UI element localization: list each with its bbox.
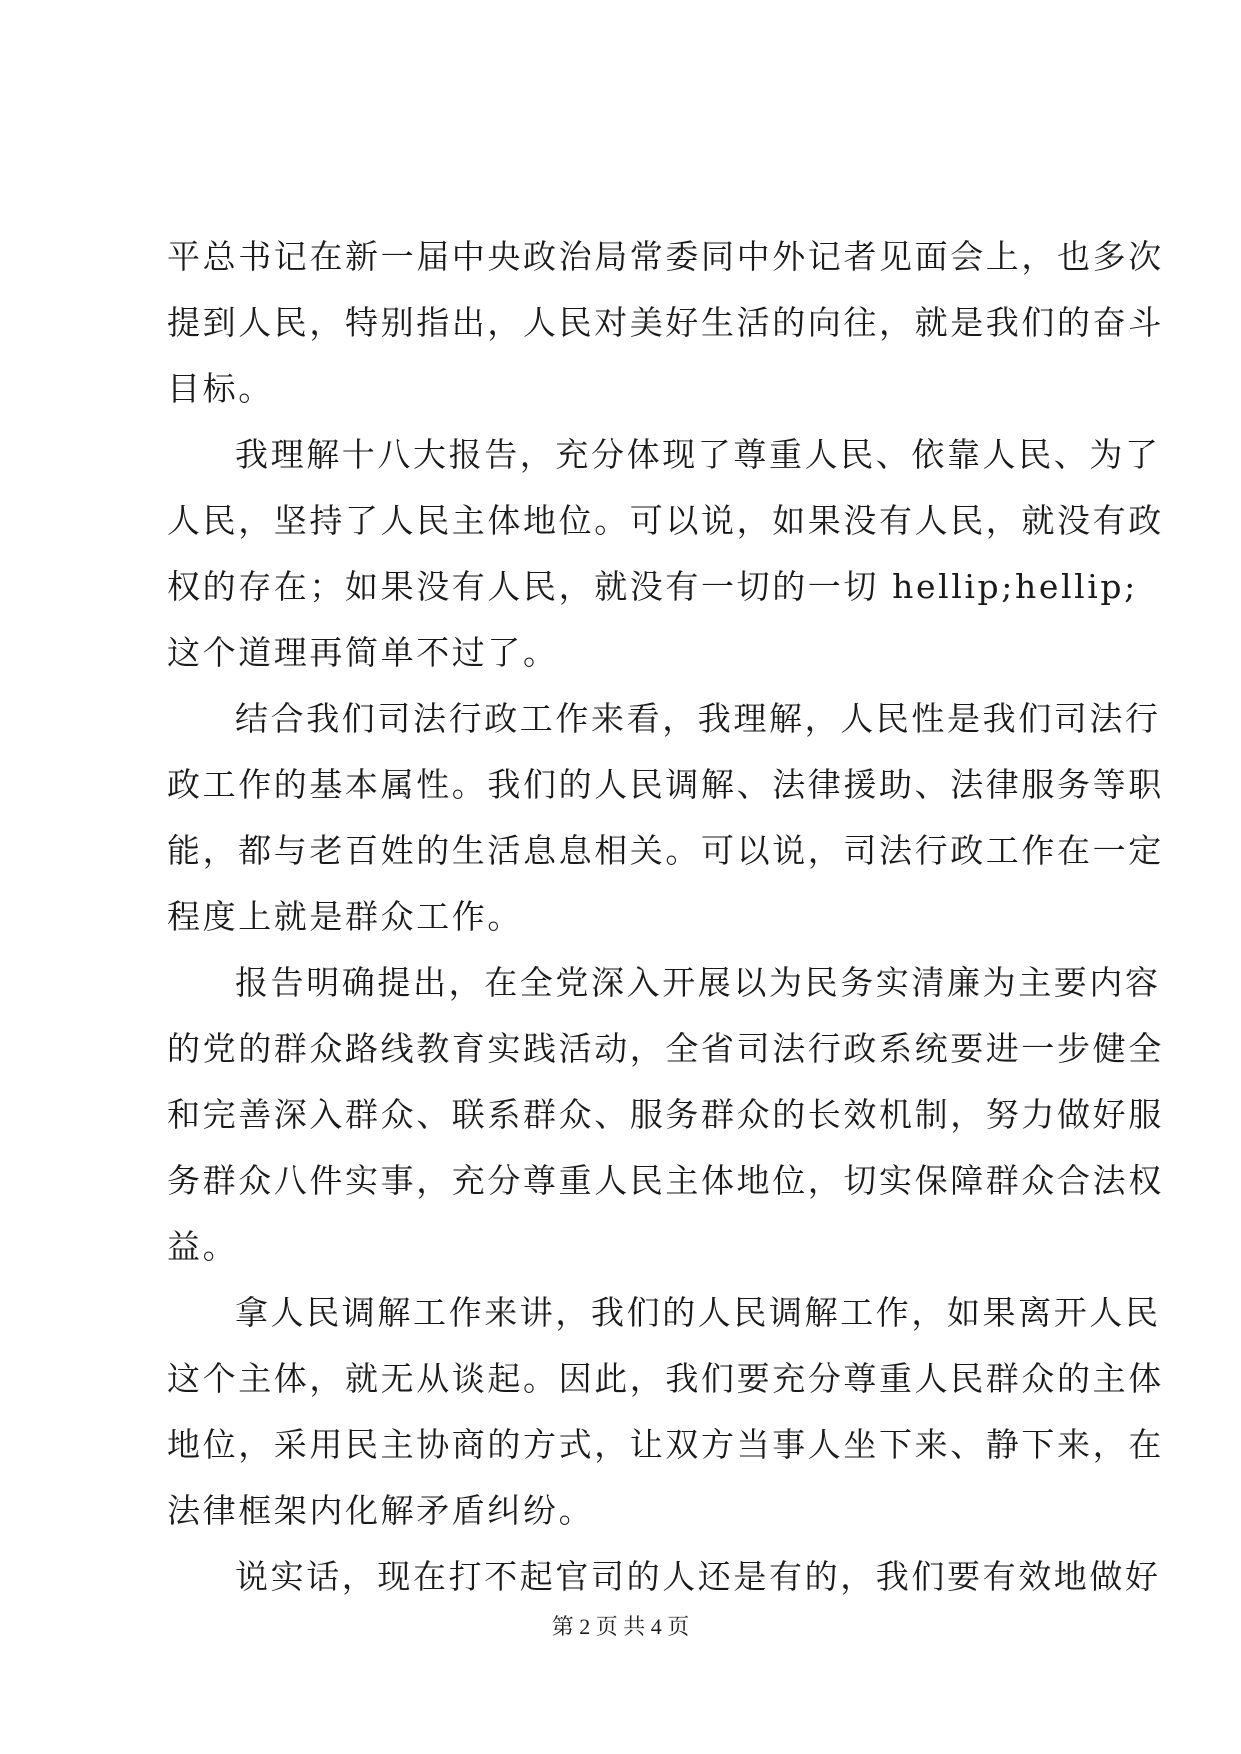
text-line: 平总书记在新一届中央政治局常委同中外记者见面会上，也多次 (167, 237, 1164, 276)
text-line: 提到人民，特别指出，人民对美好生活的向往，就是我们的奋斗 (167, 303, 1164, 342)
text-line: 程度上就是群众工作。 (167, 897, 523, 936)
text-line: 这个道理再简单不过了。 (167, 633, 559, 672)
paragraph-first-line: 我理解十八大报告，充分体现了尊重人民、依靠人民、为了 (235, 435, 1161, 474)
text-line: 目标。 (167, 369, 274, 408)
page-number: 第 2 页 共 4 页 (551, 1614, 690, 1639)
text-line: 务群众八件实事，充分尊重人民主体地位，切实保障群众合法权 (167, 1161, 1164, 1200)
paragraph-first-line: 结合我们司法行政工作来看，我理解，人民性是我们司法行 (235, 699, 1161, 738)
text-line: 和完善深入群众、联系群众、服务群众的长效机制，努力做好服 (167, 1095, 1164, 1134)
text-line: 益。 (167, 1227, 239, 1266)
paragraph-first-line: 拿人民调解工作来讲，我们的人民调解工作，如果离开人民 (235, 1293, 1161, 1332)
text-line: 人民，坚持了人民主体地位。可以说，如果没有人民，就没有政 (167, 501, 1164, 540)
text-line: 这个主体，就无从谈起。因此，我们要充分尊重人民群众的主体 (167, 1359, 1164, 1398)
paragraph-first-line: 报告明确提出，在全党深入开展以为民务实清廉为主要内容 (235, 963, 1161, 1002)
text-line: 的党的群众路线教育实践活动，全省司法行政系统要进一步健全 (167, 1029, 1164, 1068)
text-line: 能，都与老百姓的生活息息相关。可以说，司法行政工作在一定 (167, 831, 1164, 870)
text-line: 法律框架内化解矛盾纠纷。 (167, 1491, 595, 1530)
text-line: 权的存在；如果没有人民，就没有一切的一切 hellip;hellip; (167, 567, 1138, 606)
text-line: 政工作的基本属性。我们的人民调解、法律援助、法律服务等职 (167, 765, 1164, 804)
text-line: 地位，采用民主协商的方式，让双方当事人坐下来、静下来，在 (167, 1425, 1164, 1464)
document-body (167, 224, 1164, 1610)
paragraph-first-line: 说实话，现在打不起官司的人还是有的，我们要有效地做好 (235, 1557, 1161, 1596)
